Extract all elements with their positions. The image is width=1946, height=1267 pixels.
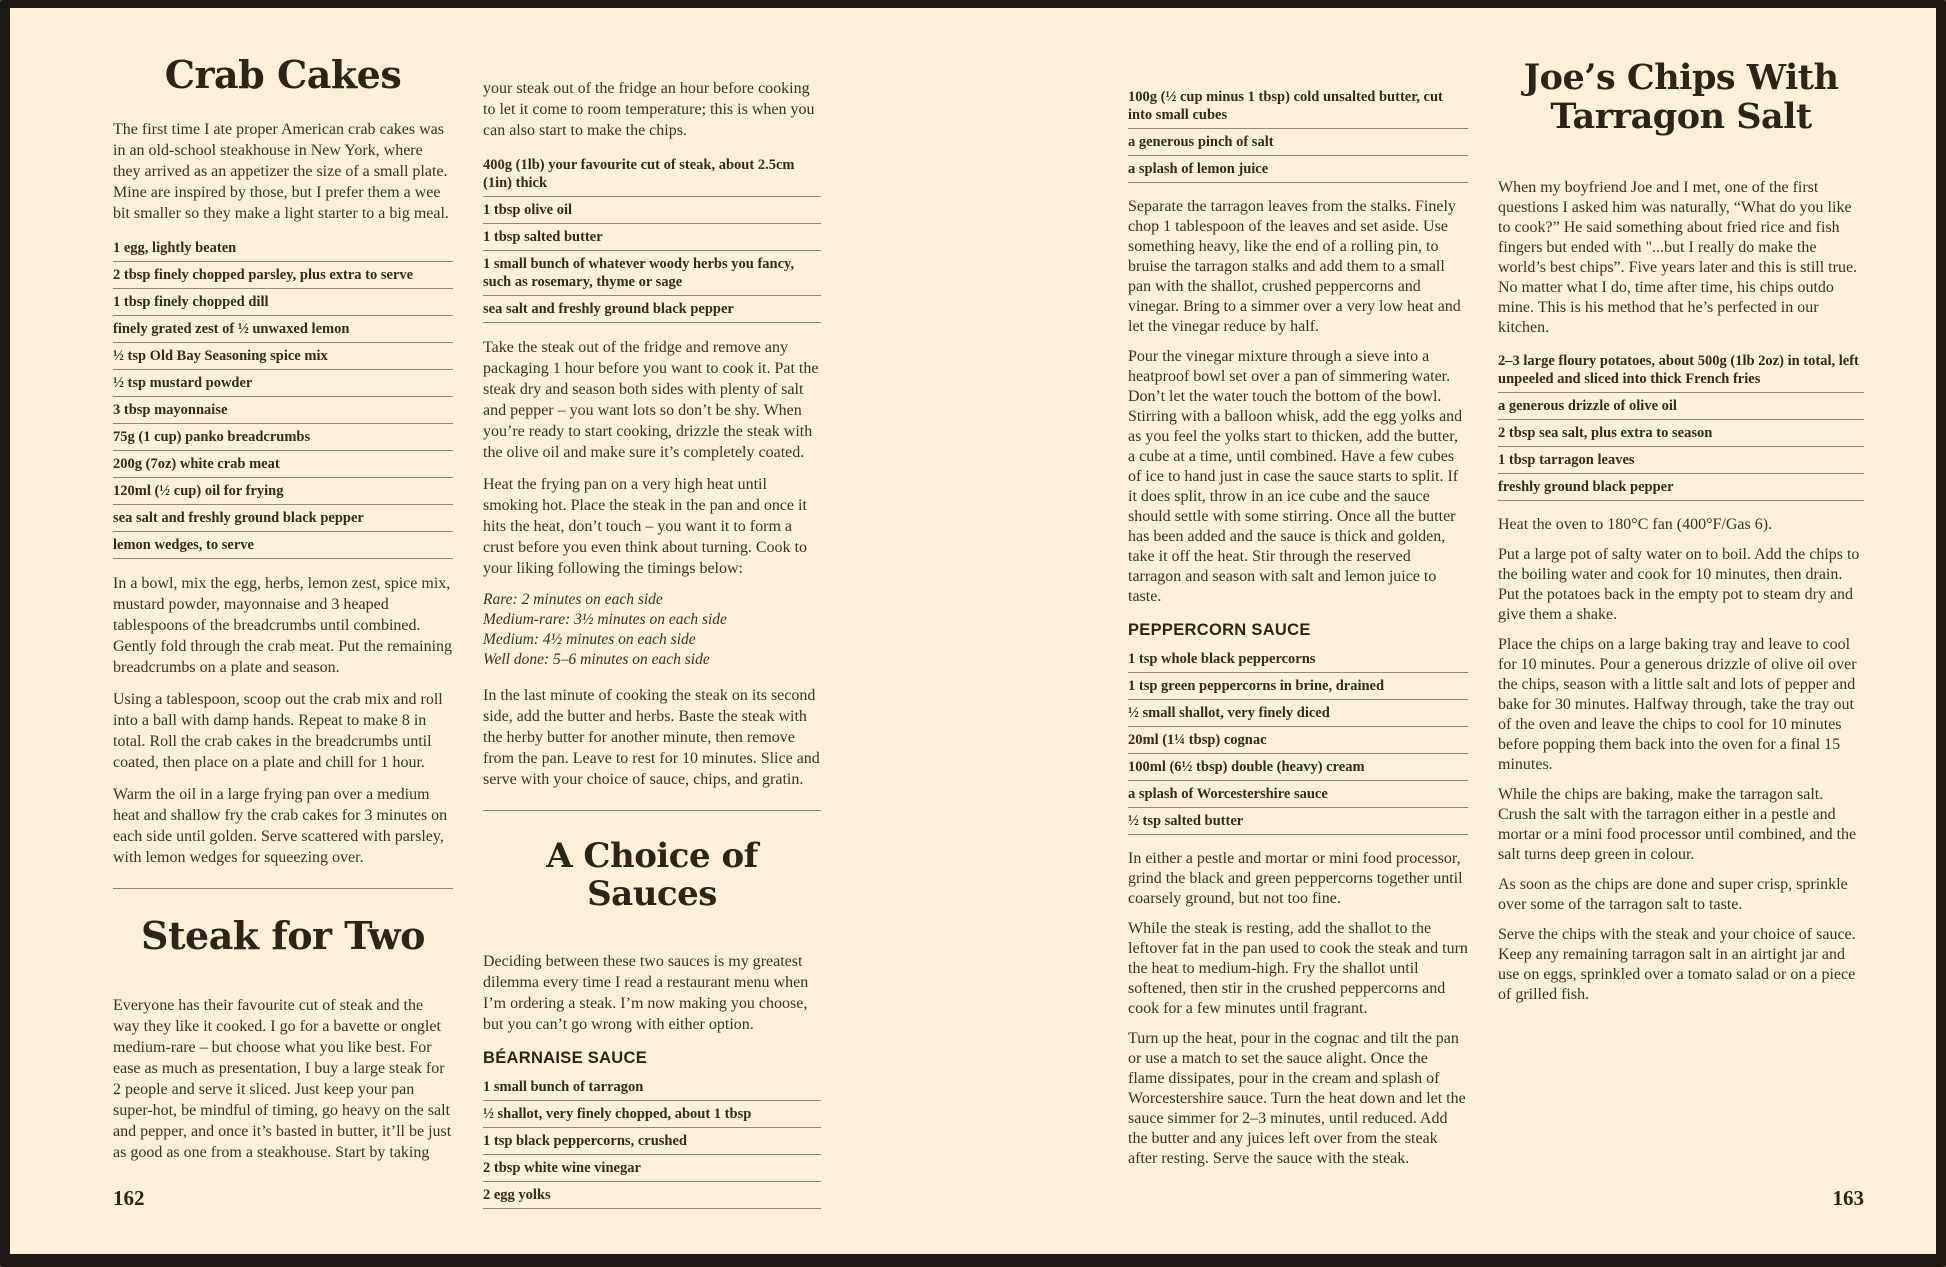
method-paragraph: In either a pestle and mortar or mini food processor, grind the black and green peppercorns together until coarsely ground, but not too fine. <box>1128 850 1463 907</box>
method-paragraph: Separate the tarragon leaves from the stalks. Finely chop 1 tablespoon of the leaves and set aside. Use something heavy, like the end of a rolling pin, to bruise the tarragon stalks and add them to a small pan with the shallot, crushed peppercorns and vinegar. Bring to a simmer over a very low heat and let the vinegar reduce by half. <box>1128 198 1461 335</box>
ingredient: ½ tsp mustard powder <box>113 370 453 397</box>
method-paragraph: Put a large pot of salty water on to boil. Add the chips to the boiling water and cook for 10 minutes, then drain. Put the potatoes back in the empty pot to steam dry and give them a shake. <box>1498 546 1860 624</box>
steak-method-end: In the last minute of cooking the steak on its second side, add the butter and herbs. Baste the steak with the herby butter for another minute, then remove from the pan. Leave to rest for 10 minutes. Slice and serve with your choice of sauce, chips, and gratin. <box>483 687 820 788</box>
ingredient: 2 tbsp sea salt, plus extra to season <box>1498 420 1864 447</box>
bearnaise-heading: BÉARNAISE SAUCE <box>483 1049 648 1068</box>
ingredient: ½ small shallot, very finely diced <box>1128 700 1468 727</box>
bearnaise-ingredient-list <box>483 1074 821 1209</box>
ingredient: 200g (7oz) white crab meat <box>113 451 453 478</box>
ingredient: 1 tbsp finely chopped dill <box>113 289 453 316</box>
ingredient: freshly ground black pepper <box>1498 474 1864 501</box>
ingredient: 1 small bunch of tarragon <box>483 1074 821 1101</box>
recipe-title-crab-cakes: Crab Cakes <box>164 52 402 97</box>
ingredient: 1 egg, lightly beaten <box>113 235 453 262</box>
ingredient: 2–3 large floury potatoes, about 500g (1lb 2oz) in total, left unpeeled and sliced into thick French fries <box>1498 348 1864 393</box>
method-paragraph: In a bowl, mix the egg, herbs, lemon zest, spice mix, mustard powder, mayonnaise and 3 heaped tablespoons of the breadcrumbs until combined. Gently fold through the crab meat. Put the remaining breadcrumbs on a plate and season. <box>113 574 453 676</box>
method-paragraph: As soon as the chips are done and super crisp, sprinkle over some of the tarragon salt to taste. <box>1498 876 1848 914</box>
crab-cakes-intro: The first time I ate proper American crab cakes was in an old-school steakhouse in New York, where they arrived as an appetizer the size of a small plate. Mine are inspired by those, but I prefer them a wee bit smaller so they make a light starter to a big meal. <box>113 120 449 222</box>
steak-intro-start: Everyone has their favourite cut of steak and the way they like it cooked. I go for a bavette or onglet medium-rare – but choose what you like best. For ease as much as presentation, I buy a large steak for 2 people and serve it sliced. Just keep your pan super-hot, be mindful of timing, go heavy on the salt and pepper, and once it’s basted in butter, it’ll be just as good as one from a steakhouse. Start by taking <box>113 997 452 1162</box>
section-divider <box>113 888 453 889</box>
ingredient: 120ml (½ cup) oil for frying <box>113 478 453 505</box>
ingredient: 1 small bunch of whatever woody herbs you fancy, such as rosemary, thyme or sage <box>483 251 821 296</box>
peppercorn-method <box>1128 849 1468 1169</box>
ingredient: ½ tsp Old Bay Seasoning spice mix <box>113 343 453 370</box>
sauces-intro: Deciding between these two sauces is my greatest dilemma every time I read a restaurant menu when I’m ordering a steak. I’m now making you choose, but you can’t go wrong with either option. <box>483 953 809 1034</box>
page-number-left: 162 <box>113 1186 145 1210</box>
ingredient: 1 tsp black peppercorns, crushed <box>483 1128 821 1155</box>
crab-cakes-ingredient-list <box>113 235 453 559</box>
steak-method <box>483 337 821 579</box>
ingredient: 2 egg yolks <box>483 1182 821 1209</box>
ingredient: 1 tsp whole black peppercorns <box>1128 646 1468 673</box>
column-sauces-continued <box>1128 78 1468 1179</box>
ingredient: 400g (1lb) your favourite cut of steak, about 2.5cm (1in) thick <box>483 152 821 197</box>
ingredient: ½ shallot, very finely chopped, about 1 tbsp <box>483 1101 821 1128</box>
ingredient: lemon wedges, to serve <box>113 532 453 559</box>
recipe-title-choice-of-sauces: A Choice of Sauces <box>546 836 758 915</box>
method-paragraph: Serve the chips with the steak and your choice of sauce. Keep any remaining tarragon salt in an airtight jar and use on eggs, sprinkled over a tomato salad or on a piece of grilled fish. <box>1498 926 1856 1004</box>
ingredient: 100ml (6½ tbsp) double (heavy) cream <box>1128 754 1468 781</box>
method-paragraph: Place the chips on a large baking tray and leave to cool for 10 minutes. Pour a generous drizzle of olive oil over the chips, season with a little salt and lots of pepper and bake for 30 minutes. Halfway through, take the tray out of the oven and leave the chips to cool for 10 minutes before popping them back into the oven for a final 15 minutes. <box>1498 636 1857 774</box>
ingredient: 20ml (1¼ tbsp) cognac <box>1128 727 1468 754</box>
ingredient: a generous drizzle of olive oil <box>1498 393 1864 420</box>
method-paragraph: Heat the oven to 180°C fan (400°F/Gas 6). <box>1498 516 1773 534</box>
ingredient: 75g (1 cup) panko breadcrumbs <box>113 424 453 451</box>
timing-line: Medium: 4½ minutes on each side <box>483 631 696 648</box>
method-paragraph: Pour the vinegar mixture through a sieve into a heatproof bowl set over a pan of simmering water. Don’t let the water touch the bottom of the bowl. Stirring with a balloon whisk, add the egg yolks and as you feel the yolks start to thicken, add the butter, a cube at a time, until combined. Have a few cubes of ice to hand just in case the sauce starts to split. If it does split, throw in an ice cube and the sauce should settle with some stirring. Once all the butter has been added and the sauce is thick and golden, take it off the heat. Stir through the reserved tarragon and season with salt and lemon juice to taste. <box>1128 348 1463 605</box>
method-paragraph: Take the steak out of the fridge and remove any packaging 1 hour before you want to cook it. Pat the steak dry and season both sides with plenty of salt and pepper – you want lots so don’t be shy. When you’re ready to start cooking, drizzle the steak with the olive oil and make sure it’s completely coated. <box>483 339 819 461</box>
column-joes-chips <box>1498 58 1864 1015</box>
method-paragraph: Heat the frying pan on a very high heat until smoking hot. Place the steak in the pan and once it hits the heat, don’t touch – you want it to form a crust before you even think about turning. Cook to your liking following the timings below: <box>483 476 807 577</box>
ingredient: 1 tsp green peppercorns in brine, drained <box>1128 673 1468 700</box>
ingredient: a splash of lemon juice <box>1128 156 1468 183</box>
timing-line: Well done: 5–6 minutes on each side <box>483 651 710 668</box>
page-number-right: 163 <box>1832 1186 1864 1210</box>
bearnaise-ingredient-list-continued <box>1128 84 1468 183</box>
ingredient: 2 tbsp finely chopped parsley, plus extra to serve <box>113 262 453 289</box>
cookbook-spread <box>10 8 1936 1254</box>
ingredient: finely grated zest of ½ unwaxed lemon <box>113 316 453 343</box>
joes-chips-intro: When my boyfriend Joe and I met, one of the first questions I asked him was naturally, “What do you like to cook?” He said something about fried rice and fish fingers but ended with "...but I really do make the world’s best chips”. Five years later and this is still true. No matter what I do, time after time, his chips outdo mine. This is his method that he’s perfected in our kitchen. <box>1498 179 1858 337</box>
peppercorn-heading: PEPPERCORN SAUCE <box>1128 621 1311 639</box>
ingredient: 100g (½ cup minus 1 tbsp) cold unsalted butter, cut into small cubes <box>1128 84 1468 129</box>
column-steak-continued <box>483 78 821 1223</box>
ingredient: ½ tsp salted butter <box>1128 808 1468 835</box>
method-paragraph: Warm the oil in a large frying pan over a medium heat and shallow fry the crab cakes for 3 minutes on each side until golden. Serve scattered with parsley, with lemon wedges for squeezing over. <box>113 785 448 866</box>
timing-line: Medium-rare: 3½ minutes on each side <box>483 611 727 628</box>
bearnaise-method <box>1128 197 1468 607</box>
ingredient: a splash of Worcestershire sauce <box>1128 781 1468 808</box>
ingredient: sea salt and freshly ground black pepper <box>483 296 821 323</box>
steak-cooking-timings <box>483 590 821 670</box>
method-paragraph: Turn up the heat, pour in the cognac and tilt the pan or use a match to set the sauce alight. Once the flame dissipates, pour in the cream and splash of Worcestershire sauce. Turn the heat down and let the sauce simmer for 2–3 minutes, until reduced. Add the butter and any juices left over from the steak after resting. Serve the sauce with the steak. <box>1128 1030 1466 1167</box>
ingredient: 1 tbsp salted butter <box>483 224 821 251</box>
ingredient: 3 tbsp mayonnaise <box>113 397 453 424</box>
method-paragraph: While the chips are baking, make the tarragon salt. Crush the salt with the tarragon either in a pestle and mortar or a mini food processor until combined, and the salt turns deep green in colour. <box>1498 786 1857 864</box>
method-paragraph: While the steak is resting, add the shallot to the leftover fat in the pan used to cook the steak and turn the heat to medium-high. Fry the shallot until softened, then stir in the crushed peppercorns and cook for a few minutes until fragrant. <box>1128 920 1468 1017</box>
recipe-title-steak-for-two: Steak for Two <box>141 912 425 958</box>
joes-chips-method <box>1498 515 1864 1005</box>
steak-intro-continued: your steak out of the fridge an hour before cooking to let it come to room temperature; this is when you can also start to make the chips. <box>483 80 815 139</box>
steak-ingredient-list <box>483 152 821 323</box>
ingredient: 2 tbsp white wine vinegar <box>483 1155 821 1182</box>
joes-chips-ingredient-list <box>1498 348 1864 501</box>
peppercorn-ingredient-list <box>1128 646 1468 835</box>
ingredient: sea salt and freshly ground black pepper <box>113 505 453 532</box>
timing-line: Rare: 2 minutes on each side <box>483 591 663 608</box>
method-paragraph: Using a tablespoon, scoop out the crab mix and roll into a ball with damp hands. Repeat to make 8 in total. Roll the crab cakes in the breadcrumbs until coated, then place on a plate and chill for 1 hour. <box>113 690 443 771</box>
ingredient: 1 tbsp olive oil <box>483 197 821 224</box>
ingredient: a generous pinch of salt <box>1128 129 1468 156</box>
column-crab-cakes <box>113 54 453 1174</box>
section-divider <box>483 810 821 811</box>
recipe-title-joes-chips: Joe’s Chips With Tarragon Salt <box>1523 57 1839 138</box>
crab-cakes-method <box>113 573 453 868</box>
ingredient: 1 tbsp tarragon leaves <box>1498 447 1864 474</box>
